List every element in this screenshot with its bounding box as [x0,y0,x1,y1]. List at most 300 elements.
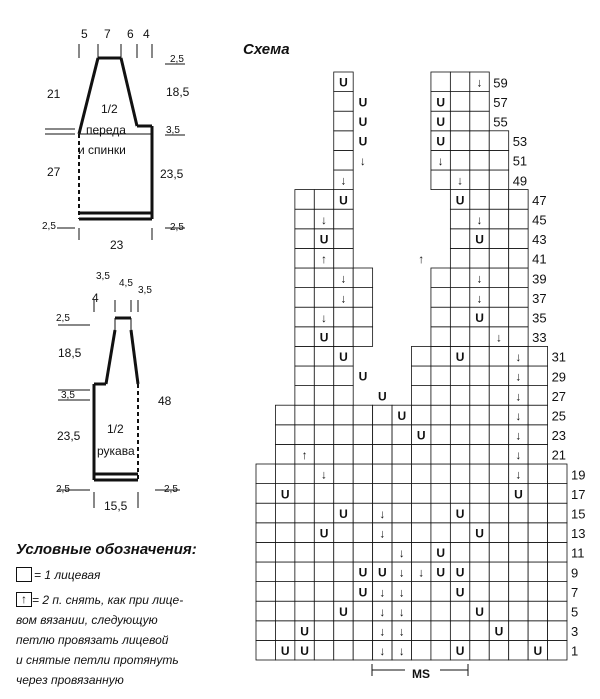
chart-symbol: U [358,585,368,600]
row-number: 1 [571,643,579,659]
chart-cell [295,542,314,562]
legend-symbol-knit [16,567,32,582]
chart-cell [353,503,372,523]
chart-cell [548,562,567,582]
chart-cell [431,503,450,523]
chart-cell [373,444,392,464]
chart-cell [450,523,469,543]
chart-cell [275,562,294,582]
chart-cell [334,229,353,249]
chart-cell [470,190,489,210]
chart-symbol: ↓ [321,467,328,482]
chart-cell [489,288,508,308]
chart-cell [450,72,469,92]
sleeve-left-number: 18,5 [58,346,82,360]
row-number: 19 [571,467,586,483]
chart-cell [412,444,431,464]
chart-cell [431,464,450,484]
chart-cell [489,425,508,445]
chart-cell [334,464,353,484]
chart-symbol: ↓ [418,565,425,580]
row-number: 7 [571,584,579,600]
chart-cell [275,542,294,562]
row-number: 21 [551,447,567,463]
chart-cell [528,464,547,484]
chart-cell [295,190,314,210]
chart-cell [528,562,547,582]
chart-symbol: U [280,644,290,659]
chart-cell [548,523,567,543]
chart-cell [295,582,314,602]
chart-cell [353,542,372,562]
chart-cell [450,288,469,308]
chart-cell [528,386,547,406]
chart-cell [450,307,469,327]
chart-symbol: U [436,95,445,110]
legend-item-knit: = 1 лицевая [34,568,101,582]
chart-cell [509,542,528,562]
chart-cell [314,346,333,366]
chart-symbol: U [358,134,368,149]
chart-cell [412,464,431,484]
chart-symbol: ↓ [321,310,328,325]
chart-symbol: U [378,389,387,404]
sleeve-left-number: 23,5 [57,429,81,443]
chart-symbol: U [339,75,348,90]
chart-symbol: U [339,350,348,365]
chart-cell [431,288,450,308]
chart-cell [489,131,508,151]
chart-cell [431,582,450,602]
chart-cell [470,542,489,562]
chart-cell [450,444,469,464]
chart-cell [392,464,411,484]
chart-cell [275,523,294,543]
row-number: 23 [551,428,567,444]
chart-cell [489,170,508,190]
chart-cell [256,464,275,484]
chart-cell [450,601,469,621]
chart-cell [412,621,431,641]
chart-cell [470,327,489,347]
chart-cell [353,601,372,621]
body-top-number: 4 [143,27,150,41]
chart-symbol: ↓ [495,330,502,345]
chart-cell [295,425,314,445]
chart-symbol: ↓ [437,154,444,169]
sleeve-label-fraction: 1/2 [107,422,124,436]
chart-cell [256,503,275,523]
chart-cell [334,131,353,151]
chart-cell [470,92,489,112]
chart-cell [256,621,275,641]
chart-symbol: ↓ [379,526,386,541]
row-number: 53 [512,134,528,150]
chart-cell [548,601,567,621]
legend-symbol-arrow: ↑ [16,592,32,607]
chart-symbol: U [494,624,504,639]
chart-cell [295,307,314,327]
chart-cell [509,190,528,210]
chart-cell [295,268,314,288]
chart-cell [431,386,450,406]
chart-cell [295,601,314,621]
chart-cell [528,503,547,523]
chart-cell [528,425,547,445]
chart-cell [489,523,508,543]
body-top-number: 7 [104,27,111,41]
legend-item-line: вом вязании, следующую [16,613,158,627]
chart-cell [412,503,431,523]
chart-cell [489,484,508,504]
chart-cell [353,484,372,504]
chart-cell [450,425,469,445]
chart-cell [528,444,547,464]
chart-cell [314,268,333,288]
chart-cell [256,640,275,660]
chart-symbol: ↓ [398,585,405,600]
chart-symbol: ↓ [515,408,522,423]
sleeve-left-number: 3,5 [61,390,75,401]
chart-cell [470,444,489,464]
chart-cell [334,484,353,504]
chart-symbol: U [455,565,465,580]
chart-symbol: U [475,604,484,619]
chart-symbol: U [475,526,484,541]
chart-cell [548,582,567,602]
chart-cell [509,327,528,347]
chart-symbol: U [339,193,348,208]
chart-center-label: MS [412,667,430,681]
chart-cell [528,523,547,543]
chart-cell [509,307,528,327]
chart-cell [334,366,353,386]
chart-symbol: U [358,565,368,580]
chart-cell [256,562,275,582]
chart-cell [334,640,353,660]
chart-symbol: U [378,565,387,580]
chart-cell [392,425,411,445]
chart-cell [509,582,528,602]
chart-cell [334,582,353,602]
chart-cell [528,366,547,386]
body-right-number: 23,5 [160,167,184,181]
chart-cell [470,405,489,425]
chart-symbol: ↓ [476,75,483,90]
chart-cell [489,209,508,229]
chart-symbol: ↓ [515,350,522,365]
chart-symbol: ↓ [398,644,405,659]
chart-cell [334,621,353,641]
sleeve-bottom-number: 15,5 [104,499,128,513]
chart-symbol: U [475,232,484,247]
chart-cell [509,209,528,229]
chart-cell [470,503,489,523]
chart-cell [470,111,489,131]
chart-cell [314,425,333,445]
chart-cell [295,386,314,406]
chart-cell [431,425,450,445]
chart-cell [334,405,353,425]
chart-cell [470,346,489,366]
chart-cell [373,542,392,562]
chart-cell [450,542,469,562]
chart-symbol: U [339,604,348,619]
chart-cell [470,484,489,504]
chart-symbol: ↓ [398,604,405,619]
chart-cell [334,111,353,131]
chart-cell [470,640,489,660]
chart-cell [314,444,333,464]
legend-item-line: через провязанную [16,673,124,687]
chart-symbol: ↓ [340,173,347,188]
chart-cell [431,601,450,621]
chart-symbol: ↓ [379,585,386,600]
chart-cell [392,444,411,464]
chart-cell [373,484,392,504]
row-number: 35 [532,310,547,326]
chart-cell [470,131,489,151]
chart-cell [314,484,333,504]
chart-symbol: ↓ [379,604,386,619]
chart-symbol: U [455,585,465,600]
row-number: 25 [551,408,567,424]
chart-symbol: ↓ [398,565,405,580]
chart-cell [470,562,489,582]
chart-cell [509,601,528,621]
chart-cell [470,386,489,406]
chart-cell [275,503,294,523]
chart-cell [295,327,314,347]
row-number: 15 [571,506,586,522]
chart-cell [450,366,469,386]
chart-cell [489,503,508,523]
chart-cell [548,640,567,660]
chart-cell [489,150,508,170]
body-label-front: переда [86,123,126,137]
sleeve-cap-left [106,330,115,384]
chart-cell [256,601,275,621]
sleeve-top-number: 4,5 [119,278,133,289]
chart-cell [548,503,567,523]
chart-cell [334,307,353,327]
chart-cell [528,601,547,621]
chart-cell [295,229,314,249]
chart-cell [470,425,489,445]
chart-cell [548,542,567,562]
chart-cell [450,464,469,484]
chart-cell [334,444,353,464]
chart-cell [509,640,528,660]
sleeve-top-number: 3,5 [96,271,110,282]
chart-cell [489,444,508,464]
legend-item-line: и снятые петли протянуть [16,653,179,667]
body-left-number: 21 [47,87,61,101]
chart-cell [353,268,372,288]
chart-cell [431,405,450,425]
body-bottom-number: 23 [110,238,124,252]
chart-symbol: U [455,506,465,521]
row-number: 11 [571,545,585,561]
chart-symbol: U [475,310,484,325]
chart-cell [314,621,333,641]
chart-cell [334,150,353,170]
chart-cell [431,72,450,92]
chart-cell [470,621,489,641]
chart-symbol: U [339,506,348,521]
chart-symbol: ↓ [515,428,522,443]
chart-cell [509,248,528,268]
chart-cell [295,484,314,504]
chart-symbol: ↓ [476,291,483,306]
chart-cell [450,621,469,641]
chart-cell [295,346,314,366]
chart-cell [431,484,450,504]
chart-symbol: ↑ [418,252,425,267]
row-number: 33 [532,330,547,346]
chart-cell [509,523,528,543]
chart-symbol: U [436,114,445,129]
row-number: 5 [571,604,579,620]
chart-cell [295,209,314,229]
body-top-number: 6 [127,27,134,41]
chart-symbol: U [455,350,465,365]
chart-cell [334,92,353,112]
chart-cell [528,484,547,504]
chart-symbol: U [436,134,445,149]
chart-cell [450,150,469,170]
row-number: 17 [571,486,586,502]
chart-cell [295,366,314,386]
sleeve-right-number: 2,5 [164,484,178,495]
chart-cell [489,229,508,249]
chart-cell [373,405,392,425]
chart-cell [353,425,372,445]
body-right-number: 18,5 [166,85,190,99]
row-number: 3 [571,624,579,640]
chart-cell [373,464,392,484]
chart-cell [314,640,333,660]
chart-cell [314,288,333,308]
chart-cell [450,327,469,347]
chart-cell [489,190,508,210]
chart-symbol: U [397,408,407,423]
chart-symbol: U [455,644,465,659]
chart-cell [509,562,528,582]
row-number: 31 [551,349,567,365]
chart-cell [334,523,353,543]
chart-cell [489,464,508,484]
chart-cell [353,405,372,425]
chart-cell [450,386,469,406]
sleeve-right-number: 48 [158,394,172,408]
chart-cell [334,425,353,445]
chart-cell [275,405,294,425]
chart-cell [314,601,333,621]
chart-cell [509,503,528,523]
chart-symbol: U [319,330,329,345]
chart-cell [392,523,411,543]
chart-cell [392,503,411,523]
chart-cell [431,444,450,464]
chart-cell [314,582,333,602]
row-number: 49 [512,173,528,189]
chart-symbol: ↓ [379,506,386,521]
chart-symbol: ↓ [379,644,386,659]
chart-cell [431,621,450,641]
chart-cell [431,327,450,347]
chart-cell [528,346,547,366]
row-number: 9 [571,565,579,581]
row-number: 51 [512,153,528,169]
row-number: 13 [571,526,586,542]
body-left-number: 27 [47,165,61,179]
chart-symbol: U [514,487,523,502]
chart-cell [528,542,547,562]
body-shoulder-right [121,58,137,126]
chart-cell [528,582,547,602]
chart-cell [334,209,353,229]
chart-cell [314,190,333,210]
legend-title: Условные обозначения: [16,541,197,558]
chart-symbol: ↓ [515,389,522,404]
scheme-title: Схема [243,41,290,58]
chart-cell [295,464,314,484]
row-number: 41 [532,251,547,267]
chart-cell [431,366,450,386]
row-number: 45 [532,212,547,228]
chart-symbol: U [455,193,465,208]
chart-symbol: ↓ [359,154,366,169]
chart-cell [314,386,333,406]
row-number: 43 [532,232,547,248]
chart-cell [412,484,431,504]
chart-cell [431,523,450,543]
row-number: 39 [532,271,547,287]
chart-cell [334,542,353,562]
row-number: 55 [493,114,508,130]
chart-cell [373,425,392,445]
chart-cell [334,248,353,268]
chart-cell [353,523,372,543]
chart-cell [450,405,469,425]
row-number: 59 [493,75,508,91]
chart-cell [489,248,508,268]
chart-symbol: ↓ [515,467,522,482]
chart-cell [334,562,353,582]
chart-cell [275,425,294,445]
chart-cell [509,268,528,288]
chart-cell [548,621,567,641]
chart-symbol: ↓ [476,212,483,227]
row-number: 27 [551,388,567,404]
row-number: 47 [532,192,547,208]
chart-symbol: U [300,644,309,659]
chart-cell [489,268,508,288]
chart-symbol: ↓ [321,212,328,227]
chart-cell [489,562,508,582]
chart-cell [314,542,333,562]
chart-cell [412,640,431,660]
chart-symbol: ↓ [515,369,522,384]
legend-item-line: петлю провязать лицевой [16,633,169,647]
chart-cell [353,464,372,484]
chart-cell [256,542,275,562]
chart-cell [450,92,469,112]
chart-cell [509,621,528,641]
chart-symbol: ↓ [398,624,405,639]
chart-symbol: ↓ [340,271,347,286]
